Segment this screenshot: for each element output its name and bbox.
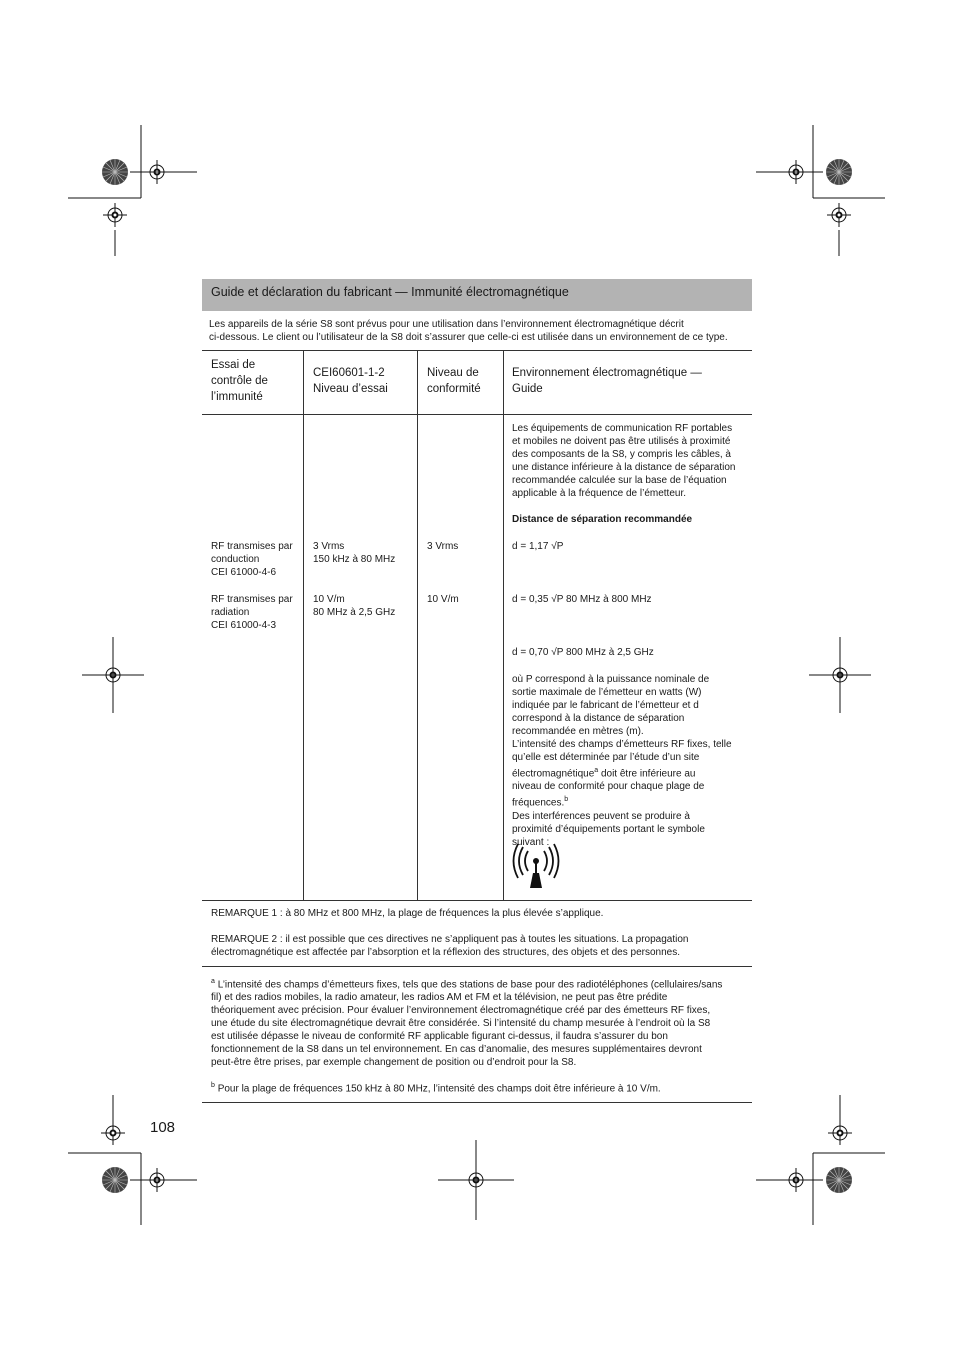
- footnote-b: $^b$ Pour la plage de fréquences 150 kHz à 80 MHz, l’intensité des champs doit être inférieure à 10 V/m.: [211, 1082, 661, 1095]
- table-bottom-rule: [202, 900, 752, 901]
- formula-radiation-high: d = 0,70 √P 800 MHz à 2,5 GHz: [512, 647, 654, 658]
- footnote-ref-b: b: [564, 796, 569, 804]
- formula-conduction: d = 1,17 √P: [512, 541, 564, 552]
- page-number: 108: [150, 1119, 176, 1136]
- footnote-a: $^a$ L’intensité des champs d’émetteurs fixes, tels que des stations de base pour des radiotéléphones (cellulaires/sans fil) et des radios mobiles, la radio amateur, les radios AM et FM et la télévision, ne peut pas être prédite théoriquement avec précision. Pour évaluer l’environnement électromagnétique créé par des émetteurs RF fixes, une étude du site électromagnétique devrait être considérée. Si l’intensité du champ mesurée à l’endroit où la S8 est utilisée dépasse le niveau de conformité RF applicable figurant ci-dessus, il faudra s’assurer du bon fonctionnement de la S8 dans un tel environnement. En cas d’anomalie, des mesures supplémentaires devront peut-être être prises, par exemple changement de position ou d’endroit pour la S8.: [211, 978, 723, 1069]
- remarque-1: REMARQUE 1 : à 80 MHz et 800 MHz, la plage de fréquences la plus élevée s’applique.: [211, 908, 604, 919]
- intro-line: Les appareils de la série S8 sont prévus pour une utilisation dans l’environnement électromagnétique décrit: [209, 319, 684, 330]
- level-radiation: 10 V/m 80 MHz à 2,5 GHz: [313, 594, 396, 618]
- guide-intro: Les équipements de communication RF portables et mobiles ne doivent pas être utilisés à proximité des composants de la S8, y compris les câbles, à une distance inférieure à la distance de séparation recommandée calculée sur la base de l’équation applicable à la fréquence de l’émetteur.: [512, 423, 736, 499]
- notes-rule: [202, 966, 752, 967]
- table-top-rule: [202, 350, 752, 351]
- intro-paragraph: [209, 318, 754, 344]
- distance-heading: Distance de séparation recommandée: [512, 514, 693, 525]
- footnote-marker-b: b: [211, 1082, 215, 1089]
- section-title: Guide et déclaration du fabricant — Immunité électromagnétique: [211, 285, 569, 299]
- header-test-level: CEI60601-1-2 Niveau d’essai: [313, 367, 388, 395]
- formula-radiation-low: d = 0,35 √P 80 MHz à 800 MHz: [512, 594, 652, 605]
- header-compliance: Niveau de conformité: [427, 367, 481, 395]
- test-conduction: RF transmises par conduction CEI 61000-4-6: [211, 541, 293, 578]
- table-header-rule: [202, 414, 752, 415]
- level-conduction: 3 Vrms 150 kHz à 80 MHz: [313, 541, 396, 565]
- remarque-2: REMARQUE 2 : il est possible que ces directives ne s’appliquent pas à toutes les situations. La propagation électromagnétique est affectée par l’absorption et la réflexion des structures, des objets et des personnes.: [211, 934, 689, 958]
- footnote-marker-a: a: [211, 978, 215, 985]
- column-divider: [303, 350, 304, 900]
- test-radiation: RF transmises par radiation CEI 61000-4-3: [211, 594, 293, 631]
- column-divider: [417, 350, 418, 900]
- non-ionizing-radiation-icon: [512, 843, 560, 891]
- column-divider: [503, 350, 504, 900]
- header-test: Essai de contrôle de l’immunité: [211, 359, 268, 403]
- header-guide: Environnement électromagnétique — Guide: [512, 367, 702, 395]
- intro-line: ci-dessous. Le client ou l’utilisateur de la S8 doit s’assurer que celle-ci est utilisée dans un environnement de ce type.: [209, 332, 728, 343]
- compliance-radiation: 10 V/m: [427, 594, 459, 605]
- guide-explanation: où P correspond à la puissance nominale de sortie maximale de l’émetteur en watts (W) indiquée par le fabricant de l’émetteur et d correspond à la distance de séparation recommandée en mètres (m). L’intensité des champs d’émetteurs RF fixes, telle qu’elle est déterminée par l’étude d’un site électromagnétique$^a$ doit être inférieure au niveau de conformité pour chaque plage de fréquences.$^b$ Des interférences peuvent se produire à proximité d’équipements portant le symbole suivant :: [512, 674, 732, 848]
- footnotes-rule: [202, 1102, 752, 1103]
- footnote-ref-a: a: [594, 767, 599, 774]
- compliance-conduction: 3 Vrms: [427, 541, 459, 552]
